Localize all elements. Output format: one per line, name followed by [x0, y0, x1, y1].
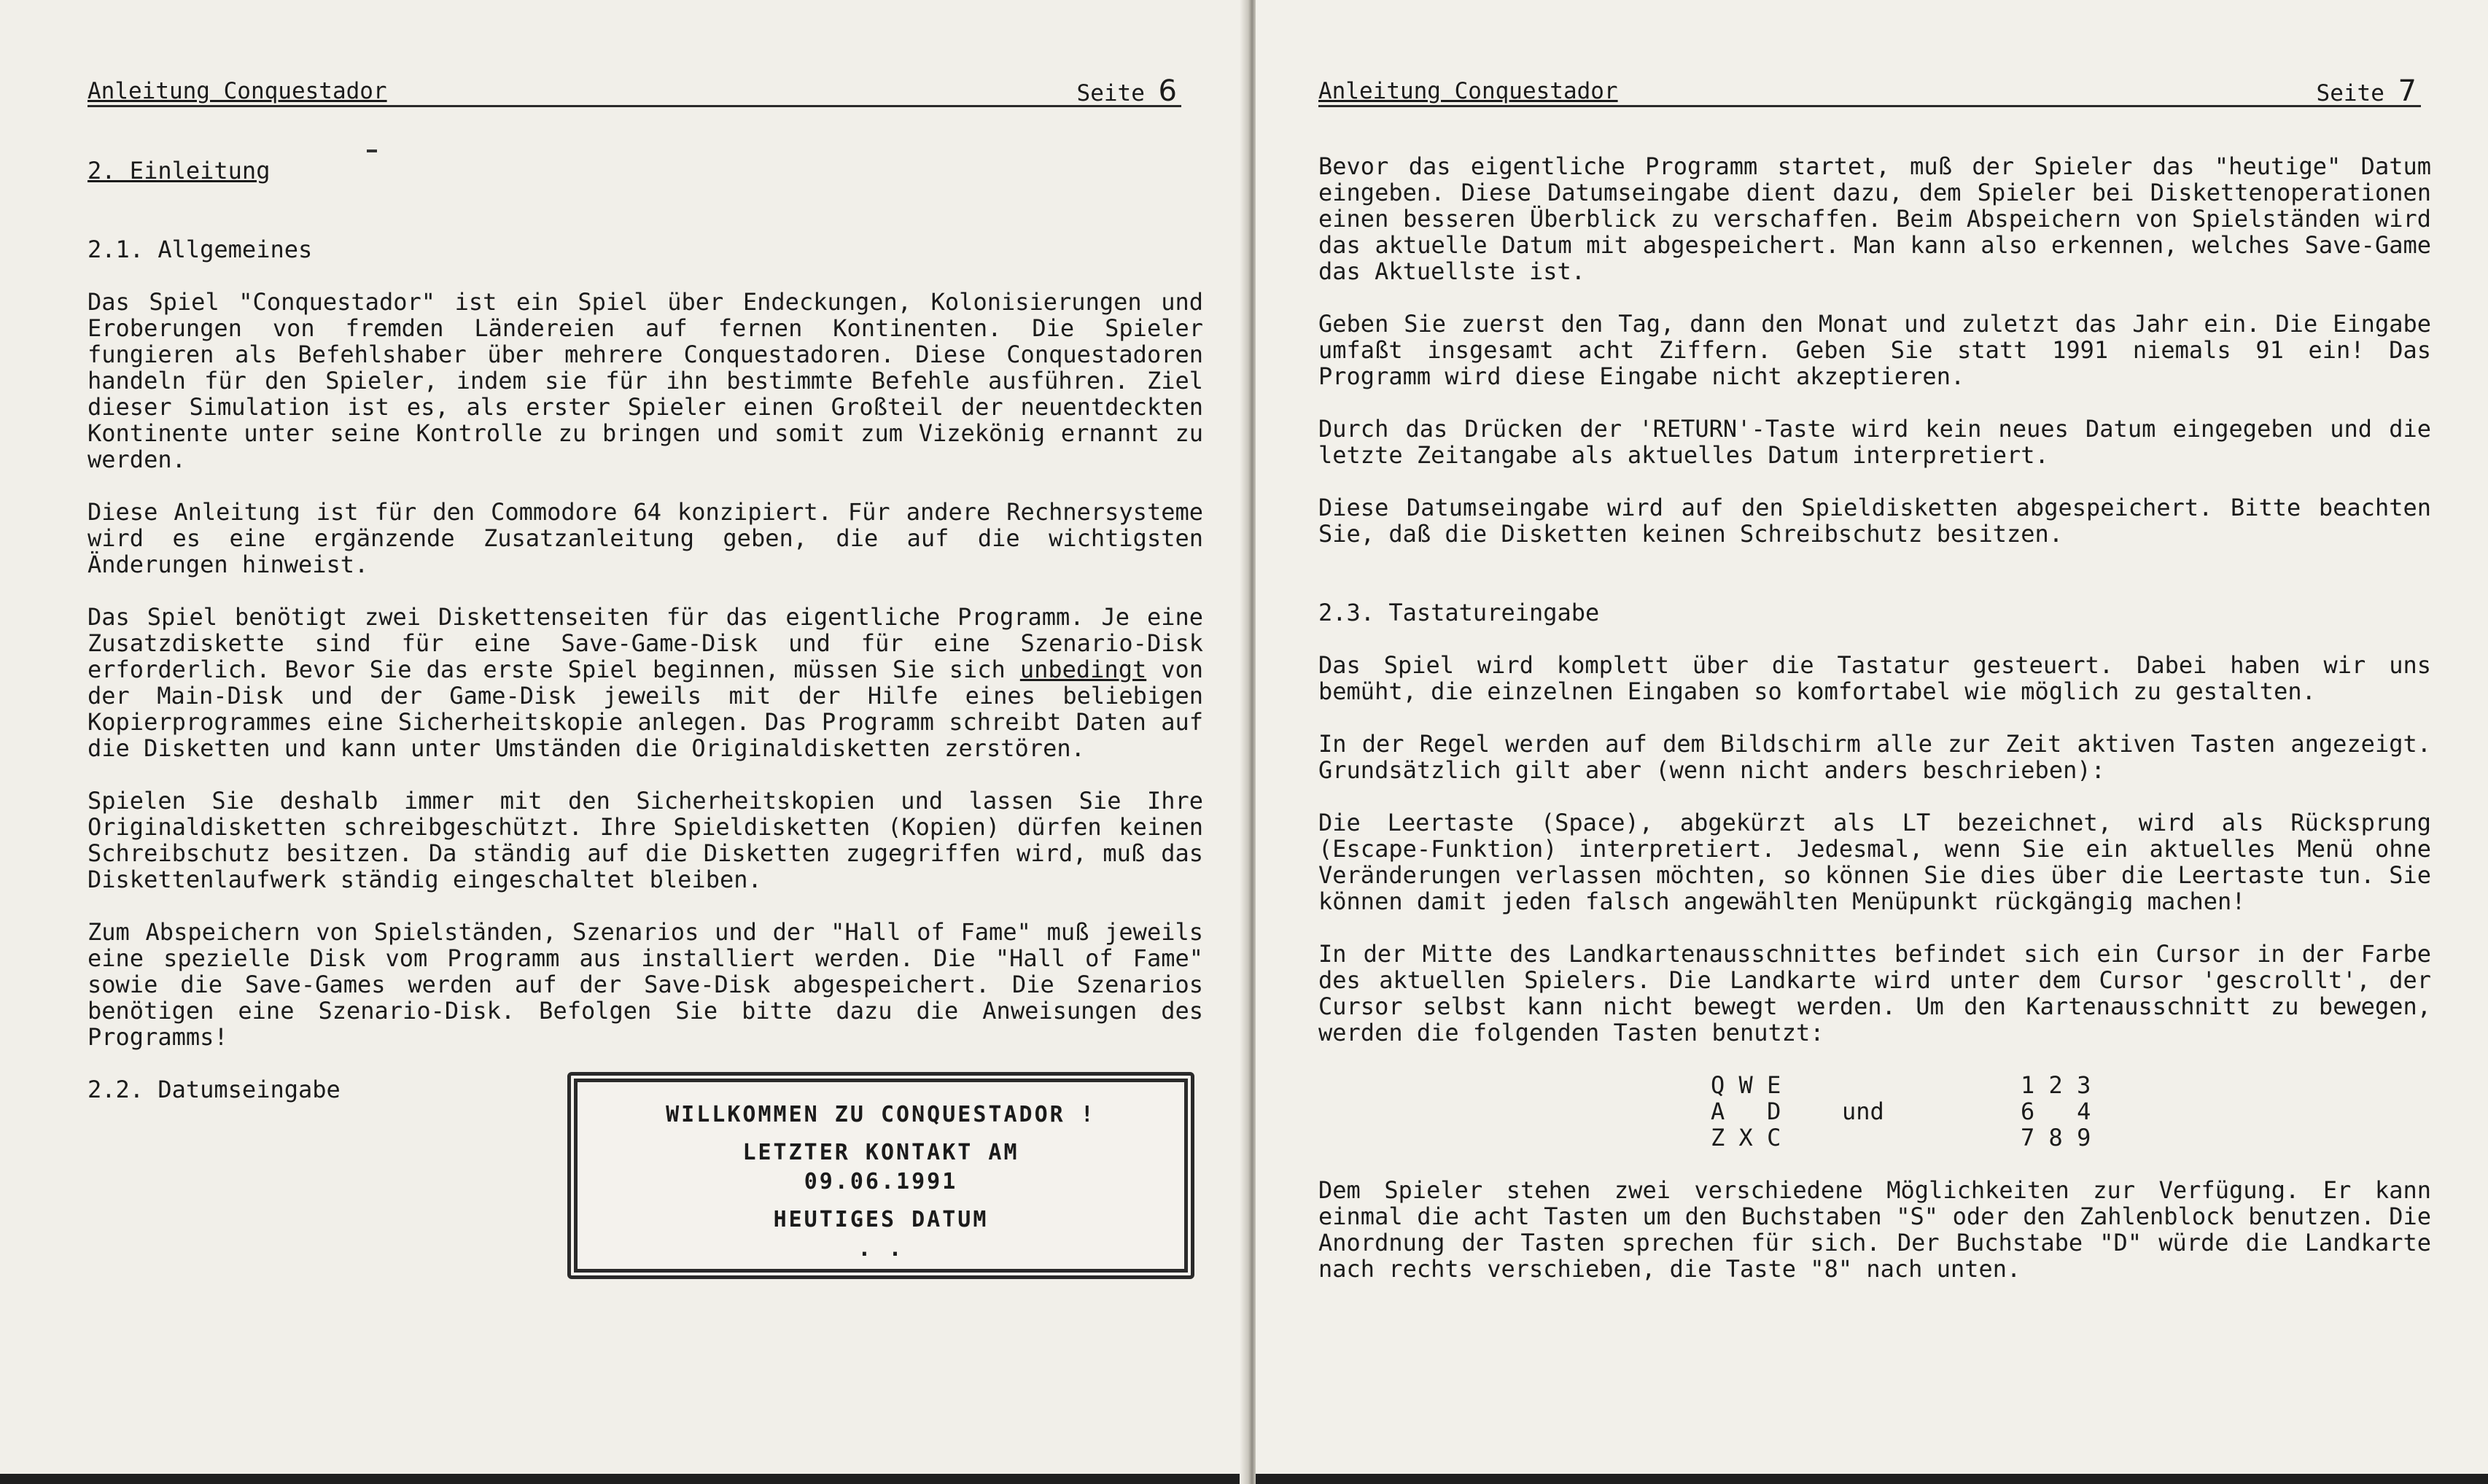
screen-line-last-contact: LETZTER KONTAKT AM — [742, 1140, 1019, 1165]
paragraph-keyboard: Das Spiel wird komplett über die Tastatur gesteuert. Dabei haben wir uns bemüht, die einzelnen Eingaben so komfortabel wie möglich zu gestalten. — [1318, 651, 2431, 705]
number-keys-row: 1 2 3 — [2021, 1071, 2091, 1099]
number-keys-row: 6 4 — [2021, 1098, 2091, 1125]
paragraph-copies: Spielen Sie deshalb immer mit den Sicherheitskopien und lassen Sie Ihre Originaldisketten schreibgeschützt. Ihre Spieldisketten (Kopien) dürfen keinen Schreibschutz besitzen. Da ständig auf die Disketten zugegriffen wird, muß das Diskettenlaufwerk ständig eingeschaltet bleiben. — [88, 787, 1203, 893]
left-page-header — [88, 74, 1181, 108]
right-page-number: Seite 7 — [2316, 74, 2417, 108]
left-header-title: Anleitung Conquestador — [88, 78, 387, 104]
paragraph-date-saved: Diese Datumseingabe wird auf den Spieldisketten abgespeichert. Bitte beachten Sie, daß die Disketten keinen Schreibschutz besitzen. — [1318, 494, 2431, 548]
paragraph-return-key: Durch das Drücken der 'RETURN'-Taste wird kein neues Datum eingegeben und die letzte Zeitangabe als aktuelles Datum interpretiert. — [1318, 415, 2431, 469]
paragraph-active-keys: In der Regel werden auf dem Bildschirm alle zur Zeit aktiven Tasten angezeigt. Grundsätzlich gilt aber (wenn nicht anders beschrieben): — [1318, 730, 2431, 784]
letter-keys-row: Q W E — [1711, 1071, 1781, 1099]
letter-keys — [1711, 1072, 1842, 1151]
right-bottom-edge — [1256, 1474, 2488, 1484]
left-text-column — [88, 158, 1203, 1288]
screen-line-date-input: . . — [858, 1236, 904, 1262]
letter-keys-row: A D — [1711, 1098, 1781, 1125]
paragraph-disks: Das Spiel benötigt zwei Diskettenseiten für das eigentliche Programm. Je eine Zusatzdiskette sind für eine Save-Game-Disk und für eine Szenario-Disk erforderlich. Bevor Sie das erste Spiel beginnen, müssen Sie sich unbedingt von der Main-Disk und der Game-Disk jeweils mit der Hilfe eines beliebigen Kopierprogrammes eine Sicherheitskopie anlegen. Das Programm schreibt Daten auf die Disketten und kann unter Umständen die Originaldisketten zerstören. — [88, 603, 1204, 762]
number-keys-row: 7 8 9 — [2021, 1124, 2091, 1151]
paragraph-save: Zum Abspeichern von Spielständen, Szenarios und der "Hall of Fame" muß jeweils eine spezielle Disk vom Programm aus installiert werden. Die "Hall of Fame" sowie die Save-Games werden auf der Save-Disk abgespeichert. Die Szenarios benötigen eine Szenario-Disk. Befolgen Sie bitte dazu die Anweisungen des Programms! — [88, 918, 1203, 1051]
left-page-number: Seite 6 — [1076, 74, 1177, 108]
screen-line-date: 09.06.1991 — [804, 1169, 958, 1194]
right-text-column — [1318, 153, 2431, 1308]
screen-capture-box — [567, 1072, 1194, 1279]
right-page-header — [1318, 74, 2421, 108]
paragraph-date-format: Geben Sie zuerst den Tag, dann den Monat und zuletzt das Jahr ein. Die Eingabe umfaßt insgesamt acht Ziffern. Geben Sie statt 1991 niemals 91 ein! Das Programm wird diese Eingabe nicht akzeptieren. — [1318, 310, 2431, 390]
left-bottom-edge — [0, 1474, 1248, 1484]
stray-mark — [367, 149, 377, 152]
number-keys — [2021, 1072, 2152, 1151]
letter-keys-row: Z X C — [1711, 1124, 1781, 1151]
subsection-datumseingabe: 2.2. Datumseingabe — [88, 1076, 341, 1103]
right-header-title: Anleitung Conquestador — [1318, 78, 1618, 104]
paragraph-space-key: Die Leertaste (Space), abgekürzt als LT bezeichnet, wird als Rücksprung (Escape-Funktion) interpretiert. Jedesmal, wenn Sie ein aktuelles Menü ohne Veränderungen verlassen möchten, so können Sie dies über die Leertaste tun. Sie können damit jeden falsch angewählten Menüpunkt rückgängig machen! — [1318, 809, 2431, 915]
paragraph-date-purpose: Bevor das eigentliche Programm startet, muß der Spieler das "heutige" Datum eingeben. Diese Datumseingabe dient dazu, dem Spieler bei Diskettenoperationen einen besseren Überblick zu verschaffen. Beim Abspeichern von Spielständen wird das aktuelle Datum mit abgespeichert. Man kann also erkennen, welches Save-Game das Aktuellste ist. — [1318, 152, 2431, 285]
date-section-row — [88, 1076, 1203, 1288]
paragraph-commodore: Diese Anleitung ist für den Commodore 64 konzipiert. Für andere Rechnersysteme wird es eine ergänzende Zusatzanleitung geben, die auf die wichtigsten Änderungen hinweist. — [88, 498, 1203, 578]
subsection-allgemeines: 2.1. Allgemeines — [88, 236, 313, 263]
subsection-tastatureingabe: 2.3. Tastatureingabe — [1318, 599, 1600, 626]
paragraph-cursor: In der Mitte des Landkartenausschnittes befindet sich ein Cursor in der Farbe des aktuellen Spielers. Die Landkarte wird unter dem Cursor 'gescrollt', der Cursor selbst kann nicht bewegt werden. Um den Kartenausschnitt zu bewegen, werden die folgenden Tasten benutzt: — [1318, 940, 2431, 1046]
emphasis-unbedingt: unbedingt — [1019, 656, 1147, 683]
section-title: 2. Einleitung — [88, 157, 271, 184]
screen-line-welcome: WILLKOMMEN ZU CONQUESTADOR ! — [666, 1102, 1096, 1127]
paragraph-key-options: Dem Spieler stehen zwei verschiedene Möglichkeiten zur Verfügung. Er kann einmal die acht Tasten um den Buchstaben "S" oder den Zahlenblock benutzen. Die Anordnung der Tasten sprechen für sich. Der Buchstabe "D" würde die Landkarte nach rechts verschieben, die Taste "8" nach unten. — [1318, 1176, 2431, 1283]
keys-and-label: und — [1842, 1098, 1884, 1125]
screen-line-today: HEUTIGES DATUM — [773, 1207, 989, 1232]
movement-keys-table — [1318, 1072, 2431, 1151]
paragraph-intro: Das Spiel "Conquestador" ist ein Spiel über Endeckungen, Kolonisierungen und Eroberungen von fremden Ländereien auf fernen Kontinenten. Die Spieler fungieren als Befehlshaber über mehrere Conquestadoren. Diese Conquestadoren handeln für den Spieler, indem sie für ihn bestimmte Befehle ausführen. Ziel dieser Simulation ist es, als erster Spieler einen Großteil der neuentdeckten Kontinente unter seine Kontrolle zu bringen und somit zum Vizekönig ernannt zu werden. — [88, 288, 1203, 473]
